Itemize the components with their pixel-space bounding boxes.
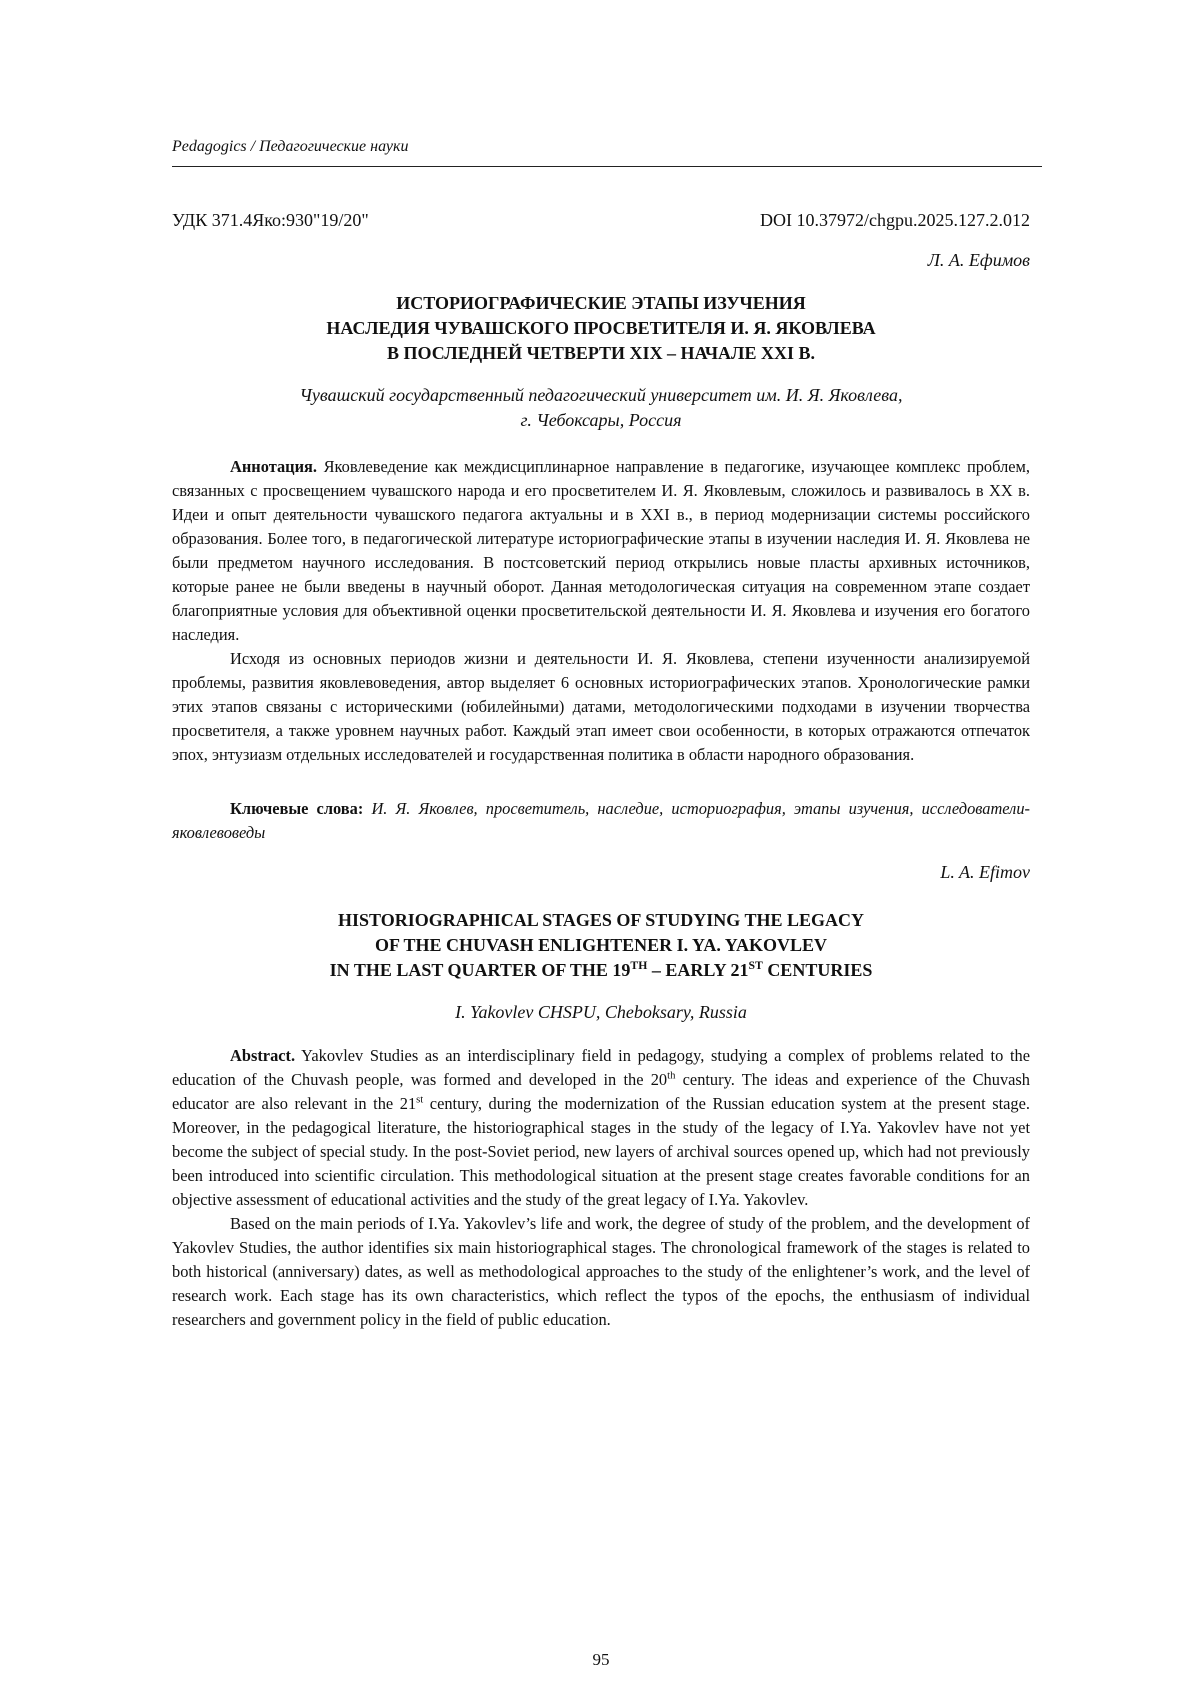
title-en-line: OF THE CHUVASH ENLIGHTENER I. YA. YAKOVLEV [374,935,828,955]
abstract-en [172,1044,1030,1332]
doi: DOI 10.37972/chgpu.2025.127.2.012 [760,210,1030,230]
superscript: ST [748,959,763,972]
affiliation-ru-line: г. Чебоксары, Россия [520,410,682,430]
abstract-ru-text: Яковлеведение как междисциплинарное направление в педагогике, изучающее комплекс проблем, связанных с просвещением чувашского народа и его просветителем И. Я. Яковлевым, сложилось и развивалось в XX в. Идеи и опыт деятельности чувашского педагога актуальны и в XXI в., в период модернизации системы российского образования. Более того, в педагогической литературе историографические этапы в изучении наследия И. Я. Яковлева не были предметом научного исследования. В постсоветский период открылись новые пласты архивных источников, которые ранее не были введены в научный оборот. Данная методологическая ситуация на современном этапе создает благоприятные условия для объективной оценки просветительской деятельности И. Я. Яковлева и изучения его богатого наследия. [172,457,1030,644]
affiliation-ru [172,383,1030,433]
abstract-ru [172,455,1030,767]
title-en-text: IN THE LAST QUARTER OF THE 19 [329,960,631,980]
affiliation-ru-line: Чувашский государственный педагогический университет им. И. Я. Яковлева, [299,385,903,405]
running-head: Pedagogics / Педагогические науки [172,138,409,155]
abstract-en-paragraph: Based on the main periods of I.Ya. Yakovlev’s life and work, the degree of study of the problem, and the development of Yakovlev Studies, the author identifies six main historiographical stages. The chronological framework of the stages is related to both historical (anniversary) dates, as well as methodological approaches to the study of the enlightener’s work, and the level of research work. Each stage has its own characteristics, which reflect the typos of the epochs, the enthusiasm of individual researchers and government policy in the field of public education. [172,1214,1030,1329]
header-rule [172,166,1042,167]
title-en-line: HISTORIOGRAPHICAL STAGES OF STUDYING THE LEGACY [338,910,864,930]
abstract-ru-paragraph [172,455,1030,647]
title-ru [172,291,1030,366]
superscript: th [667,1070,676,1082]
title-ru-line: ИСТОРИОГРАФИЧЕСКИЕ ЭТАПЫ ИЗУЧЕНИЯ [396,293,806,313]
author-ru: Л. А. Ефимов [927,250,1030,270]
abstract-en-text: century, during the modernization of the Russian education system at the present stage. Moreover, in the pedagogical literature, the historiographical stages in the study of the legacy of I.Ya. Yakovlev have not yet become the subject of special study. In the post-Soviet period, new layers of archival sources opened up, which had not previously been introduced into scientific circulation. This methodological situation at the present stage creates favorable conditions for an objective assessment of educational activities and the study of the great legacy of I.Ya. Yakovlev. [172,1094,1030,1209]
title-en-line [172,958,1030,983]
superscript: TH [630,959,648,972]
superscript: st [416,1094,424,1106]
udk-code: УДК 371.4Яко:930"19/20" [172,210,369,230]
abstract-ru-paragraph: Исходя из основных периодов жизни и деятельности И. Я. Яковлева, степени изученности анализируемой проблемы, развития яковлевоведения, автор выделяет 6 основных историографических этапов. Хронологические рамки этих этапов связаны с историческими (юбилейными) датами, методологическими подходами в изучении творчества просветителя, а также уровнем научных работ. Каждый этап имеет свои особенности, в которых отражаются отпечаток эпох, энтузиазм отдельных исследователей и государственная политика в области народного образования. [172,649,1030,764]
abstract-en-paragraph [172,1044,1030,1212]
keywords-label: Ключевые слова: [230,799,364,818]
abstract-en-text: century. The ideas and experience of the Chuvash educator are also relevant in the 21 [172,1070,1030,1113]
keywords-ru [172,797,1030,845]
title-ru-line: В ПОСЛЕДНЕЙ ЧЕТВЕРТИ XIX – НАЧАЛЕ XXI В. [387,343,815,363]
title-ru-line: НАСЛЕДИЯ ЧУВАШСКОГО ПРОСВЕТИТЕЛЯ И. Я. ЯКОВЛЕВА [326,318,876,338]
abstract-en-label: Abstract. [230,1046,296,1065]
title-en [172,908,1030,983]
title-en-text: CENTURIES [762,960,873,980]
page-number: 95 [592,1650,610,1669]
keywords-text: И. Я. Яковлев, просветитель, наследие, историография, этапы изучения, исследователи-яковлевоведы [172,799,1030,842]
abstract-en-text: Yakovlev Studies as an interdisciplinary field in pedagogy, studying a complex of problems related to the education of the Chuvash people, was formed and developed in the 20 [172,1046,1030,1089]
title-en-text: – EARLY 21 [647,960,749,980]
author-en: L. A. Efimov [940,862,1030,882]
abstract-ru-label: Аннотация. [230,457,318,476]
affiliation-en: I. Yakovlev CHSPU, Cheboksary, Russia [455,1002,747,1022]
